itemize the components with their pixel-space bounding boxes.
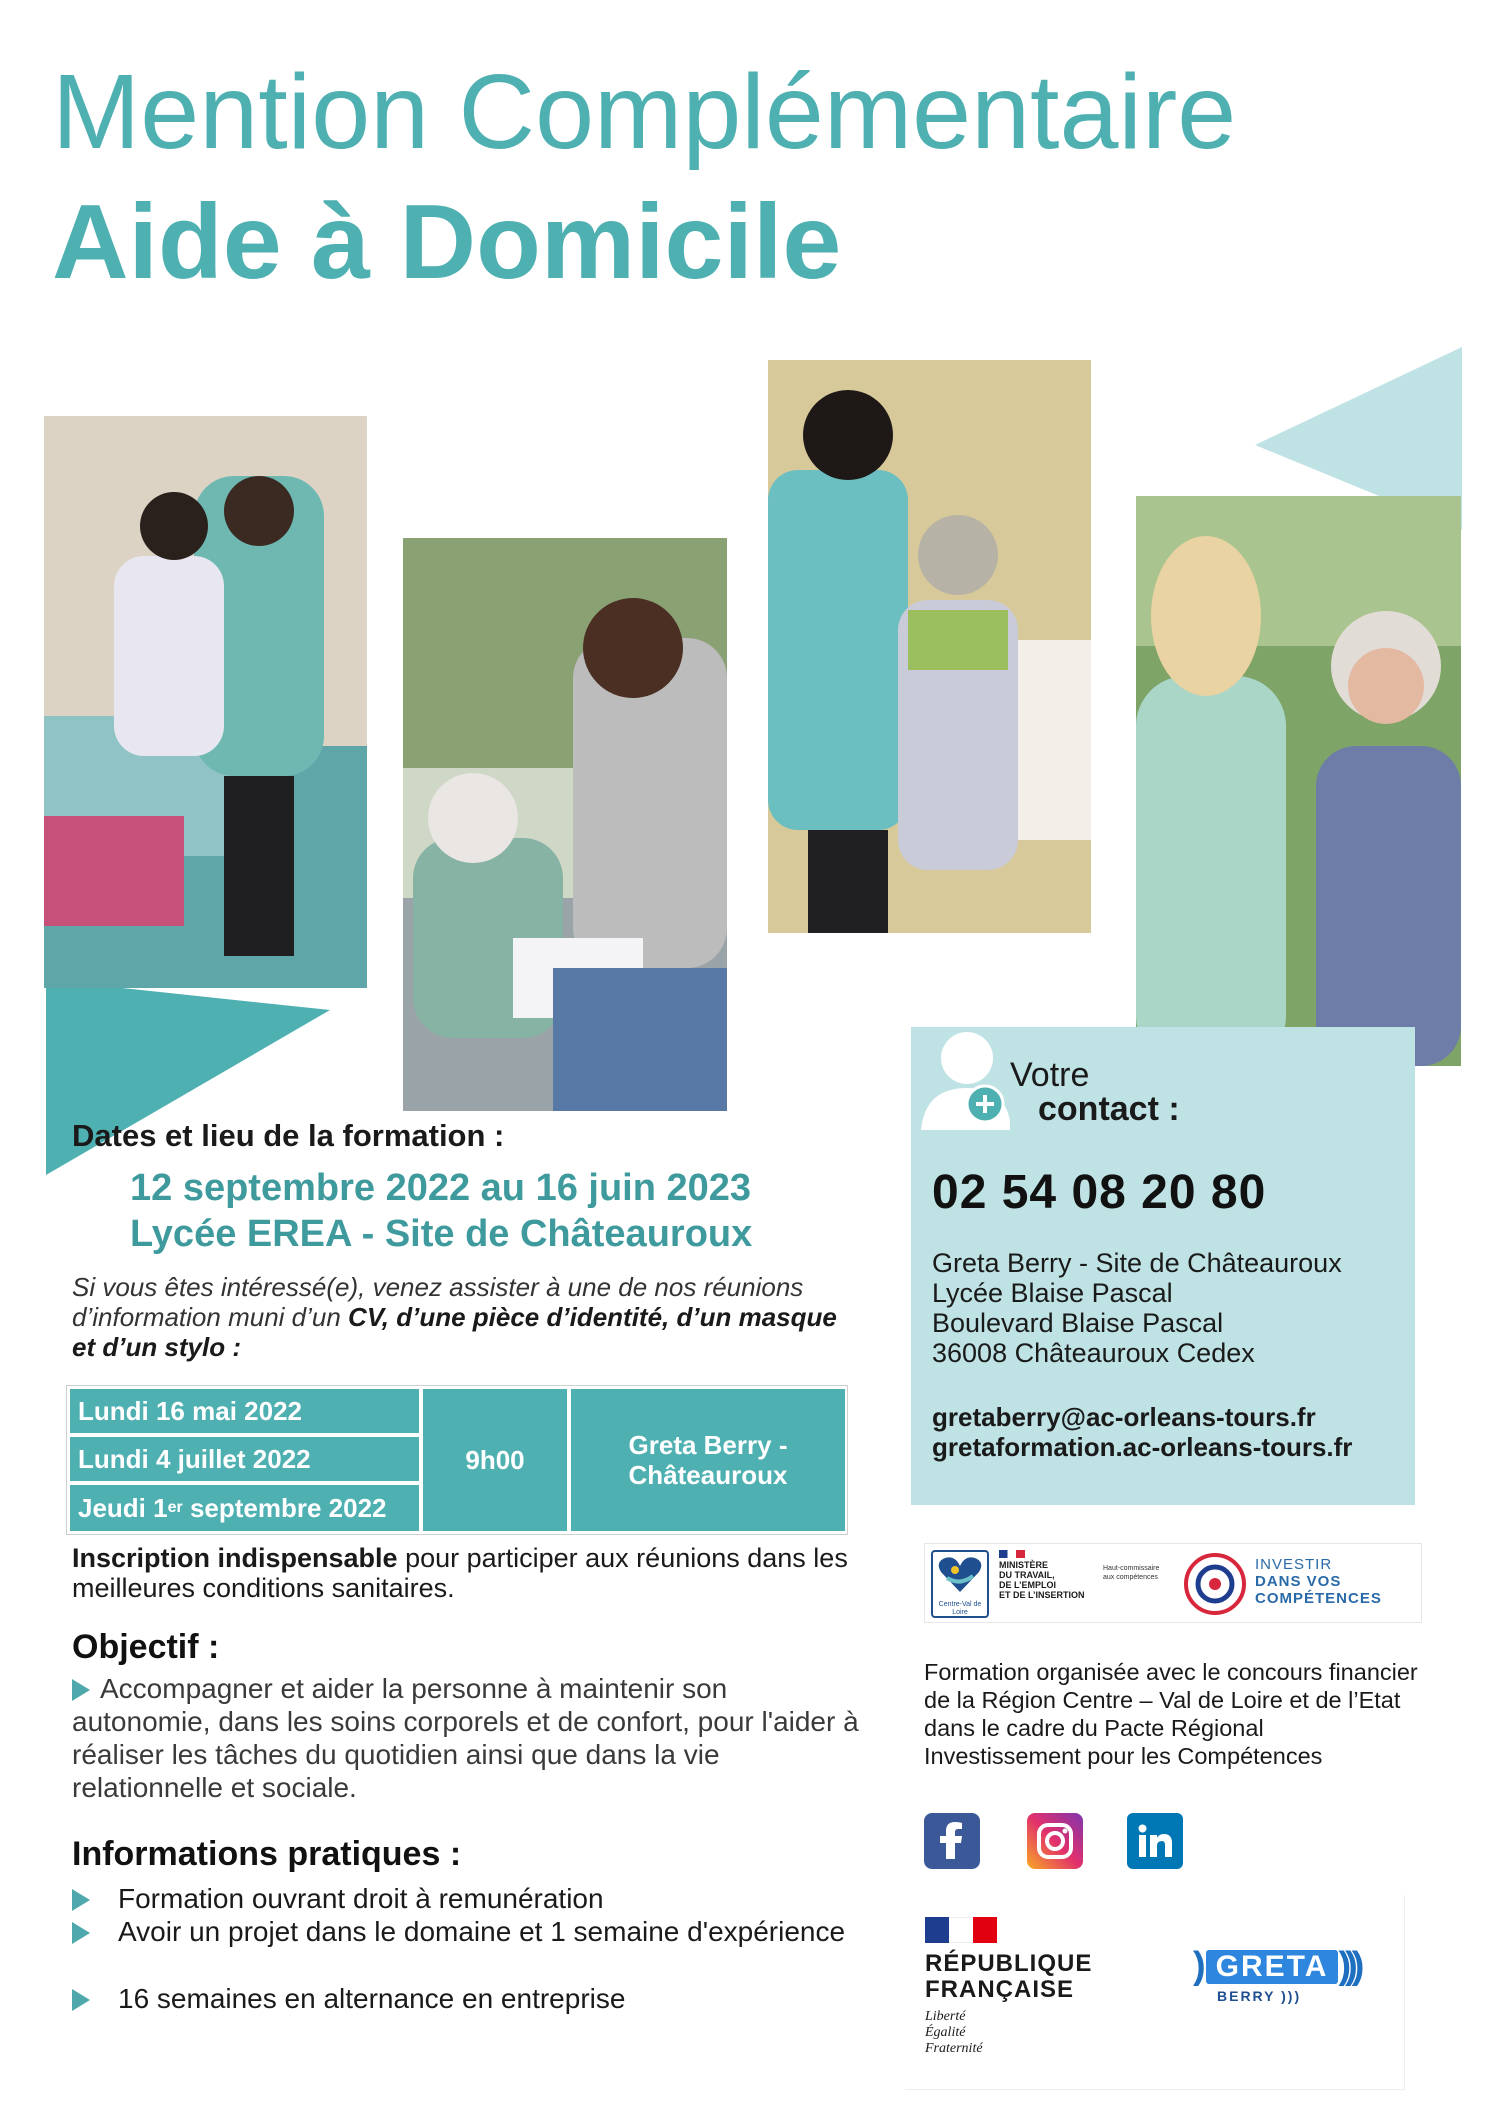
contact-email-link[interactable]: gretaberry@ac-orleans-tours.fr — [932, 1402, 1316, 1432]
schedule-place: Greta Berry - Châteauroux — [571, 1389, 845, 1531]
list-item: Formation ouvrant droit à remunération — [72, 1882, 862, 1915]
schedule-date: Lundi 4 juillet 2022 — [70, 1437, 419, 1481]
region-logo-text: Centre-Val de Loire — [938, 1601, 982, 1616]
formation-dates: 12 septembre 2022 au 16 juin 2023 — [130, 1167, 752, 1209]
instagram-icon[interactable] — [1027, 1813, 1083, 1869]
photo-caregiver-bed — [44, 416, 367, 988]
partner-logos — [924, 1543, 1422, 1623]
investir-logo-text: INVESTIR DANS VOS COMPÉTENCES — [1255, 1556, 1382, 1607]
triangle-bullet-icon — [72, 1889, 90, 1911]
dates-heading: Dates et lieu de la formation : — [72, 1118, 505, 1153]
region-heart-icon — [933, 1552, 987, 1596]
person-plus-icon — [915, 1030, 1010, 1130]
triangle-bullet-icon — [72, 1989, 90, 2011]
haut-commissaire-logo: Haut-commissaire aux compétences — [1103, 1565, 1160, 1581]
pratique-heading: Informations pratiques : — [72, 1835, 462, 1873]
info-intro: Si vous êtes intéressé(e), venez assister à une de nos réunions d’information muni d’un CV, d’une pièce d’identité, d’un masque et d’un stylo : — [72, 1272, 837, 1362]
funding-note: Formation organisée avec le concours financier de la Région Centre – Val de Loire et de l’Etat dans le cadre du Pacte Régional Investissement pour les Compétences — [924, 1659, 1418, 1769]
contact-address-line: Greta Berry - Site de Châteauroux — [932, 1248, 1342, 1278]
page-subtitle: Aide à Domicile — [52, 183, 842, 301]
schedule-date: Lundi 16 mai 2022 — [70, 1389, 419, 1433]
contact-title-line1: Votre — [1010, 1056, 1090, 1094]
page-title: Mention Complémentaire — [52, 53, 1237, 171]
list-item: 16 semaines en alternance en entreprise — [72, 1982, 862, 2015]
objectif-text: Accompagner et aider la personne à maintenir son autonomie, dans les soins corporels et de confort, pour l'aider à réaliser les tâches du quotidien ainsi que dans la vie relationnelle et sociale. — [72, 1673, 859, 1803]
contact-title-line2: contact : — [1038, 1090, 1180, 1128]
list-item: Avoir un projet dans le domaine et 1 semaine d'expérience — [72, 1915, 862, 1948]
contact-address-line: Boulevard Blaise Pascal — [932, 1308, 1224, 1338]
investir-avenir-icon — [1183, 1552, 1247, 1616]
contact-phone[interactable]: 02 54 08 20 80 — [932, 1166, 1267, 1219]
contact-address-line: 36008 Châteauroux Cedex — [932, 1338, 1255, 1368]
schedule-date: Jeudi 1 er septembre 2022 — [70, 1485, 419, 1531]
region-logo — [931, 1550, 989, 1618]
ministere-logo: MINISTÈRE DU TRAVAIL, DE L’EMPLOI ET DE L’INSERTION — [999, 1550, 1109, 1600]
triangle-bullet-icon — [72, 1679, 90, 1701]
bottom-logos — [905, 1895, 1405, 2090]
formation-place: Lycée EREA - Site de Châteauroux — [130, 1213, 753, 1255]
facebook-icon[interactable] — [924, 1813, 980, 1869]
schedule-time: 9h00 — [423, 1389, 567, 1531]
linkedin-icon[interactable] — [1127, 1813, 1183, 1869]
photo-caregiver-outdoor — [1136, 496, 1461, 1066]
republique-francaise-logo: RÉPUBLIQUE FRANÇAISE Liberté Égalité Fraternité — [925, 1917, 1092, 2057]
inscription-note: Inscription indispensable pour participer aux réunions dans les meilleures conditions sanitaires. — [72, 1543, 848, 1603]
photo-caregiver-linen — [403, 538, 727, 1111]
contact-address-line: Lycée Blaise Pascal — [932, 1278, 1173, 1308]
greta-logo: ) GRETA ))) BERRY ))) — [1193, 1945, 1359, 2004]
contact-website-link[interactable]: gretaformation.ac-orleans-tours.fr — [932, 1432, 1353, 1462]
photo-caregiver-chair — [768, 360, 1091, 933]
objectif-heading: Objectif : — [72, 1628, 220, 1666]
triangle-bullet-icon — [72, 1922, 90, 1944]
schedule-table — [66, 1385, 848, 1535]
